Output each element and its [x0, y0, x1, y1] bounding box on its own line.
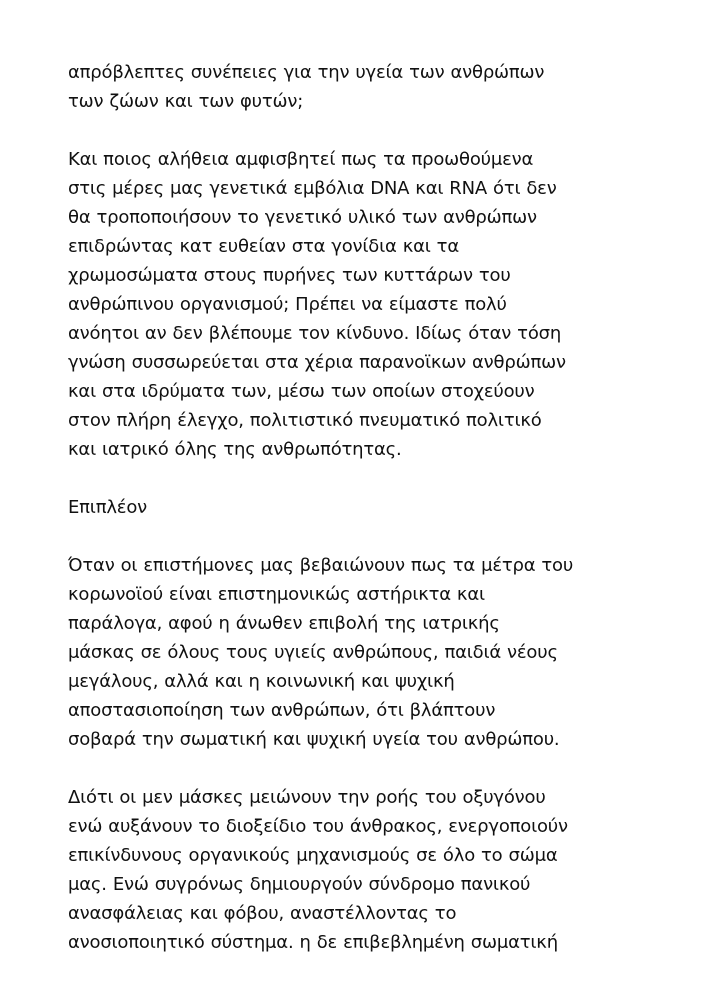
text-line: θα τροποποιήσουν το γενετικό υλικό των ανθρώπων: [68, 207, 537, 228]
text-line: και στα ιδρύματα των, μέσω των οποίων στοχεύουν: [68, 381, 535, 402]
text-line: αποστασιοποίηση των ανθρώπων, ότι βλάπτουν: [68, 700, 496, 721]
text-line: απρόβλεπτες συνέπειες για την υγεία των ανθρώπων: [68, 62, 545, 83]
text-line: στις μέρες μας γενετικά εμβόλια DNA και RNA ότι δεν: [68, 178, 557, 199]
section-heading: [68, 493, 680, 522]
heading-text: Επιπλέον: [68, 497, 147, 518]
paragraph-1: [68, 58, 680, 116]
text-line: ανόητοι αν δεν βλέπουμε τον κίνδυνο. Ιδίως όταν τόση: [68, 323, 562, 344]
text-line: χρωμοσώματα στους πυρήνες των κυττάρων του: [68, 265, 511, 286]
text-line: Και ποιος αλήθεια αμφισβητεί πως τα προωθούμενα: [68, 149, 534, 170]
text-line: ενώ αυξάνουν το διοξείδιο του άνθρακος, ενεργοποιούν: [68, 816, 568, 837]
text-line: Όταν οι επιστήμονες μας βεβαιώνουν πως τα μέτρα του: [68, 555, 574, 576]
text-line: επικίνδυνους οργανικούς μηχανισμούς σε όλο το σώμα: [68, 845, 558, 866]
text-line: σοβαρά την σωματική και ψυχική υγεία του ανθρώπου.: [68, 729, 560, 750]
paragraph-3: [68, 551, 680, 754]
text-line: κορωνοϊού είναι επιστημονικώς αστήρικτα και: [68, 584, 485, 605]
text-line: παράλογα, αφού η άνωθεν επιβολή της ιατρικής: [68, 613, 500, 634]
text-line: γνώση συσσωρεύεται στα χέρια παρανοϊκων ανθρώπων: [68, 352, 566, 373]
text-line: μάσκας σε όλους τους υγιείς ανθρώπους, παιδιά νέους: [68, 642, 558, 663]
text-line: και ιατρικό όλης της ανθρωπότητας.: [68, 439, 402, 460]
text-line: ανοσιοποιητικό σύστημα. η δε επιβεβλημένη σωματική: [68, 932, 558, 953]
text-line: ανθρώπινου οργανισμού; Πρέπει να είμαστε πολύ: [68, 294, 507, 315]
text-line: των ζώων και των φυτών;: [68, 91, 304, 112]
text-line: μεγάλους, αλλά και η κοινωνική και ψυχική: [68, 671, 455, 692]
text-line: επιδρώντας κατ ευθείαν στα γονίδια και τα: [68, 236, 459, 257]
text-line: στον πλήρη έλεγχο, πολιτιστικό πνευματικό πολιτικό: [68, 410, 542, 431]
text-line: ανασφάλειας και φόβου, αναστέλλοντας το: [68, 903, 457, 924]
text-line: Διότι οι μεν μάσκες μειώνουν την ροής του οξυγόνου: [68, 787, 546, 808]
paragraph-4: [68, 783, 680, 957]
text-line: μας. Ενώ συγρόνως δημιουργούν σύνδρομο πανικού: [68, 874, 531, 895]
paragraph-2: [68, 145, 680, 464]
